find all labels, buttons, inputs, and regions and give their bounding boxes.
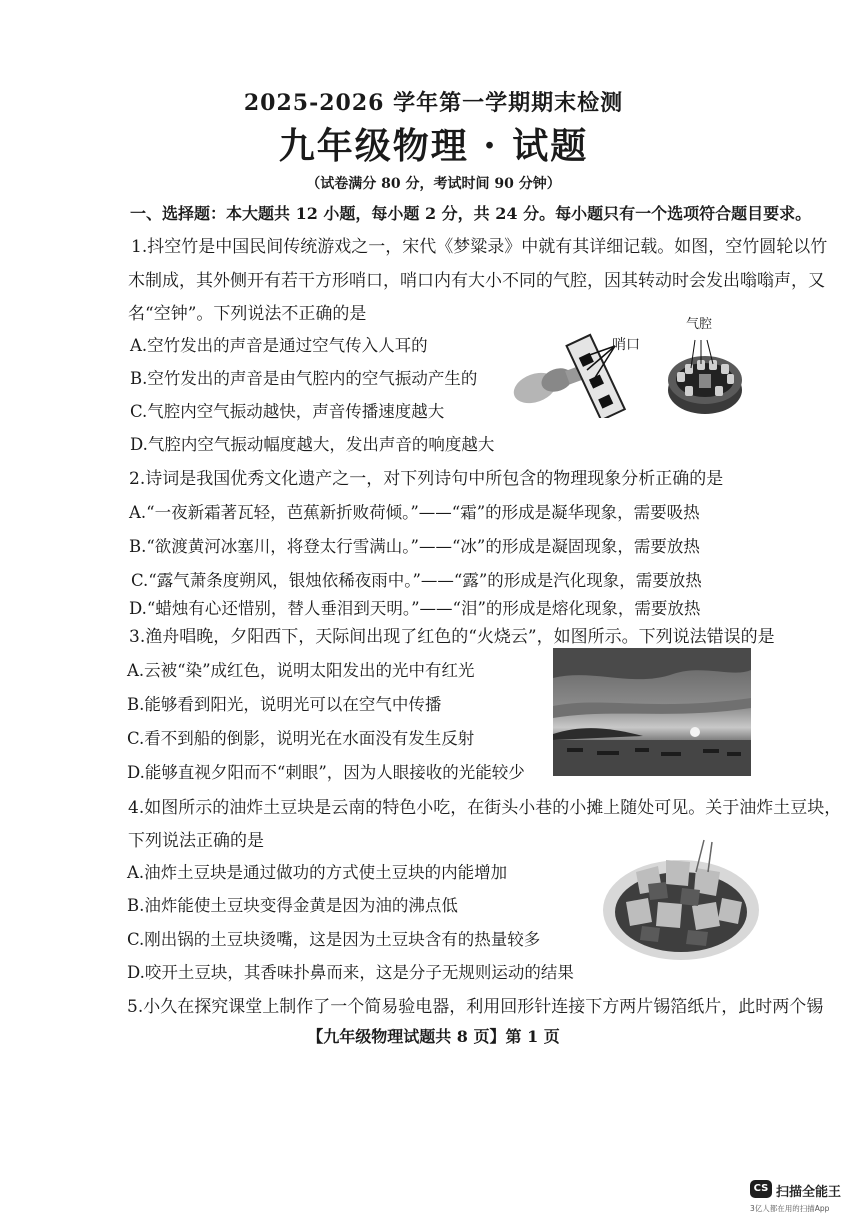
q1-option-b: B.空竹发出的声音是由气腔内的空气振动产生的 — [130, 369, 478, 388]
qiqiang-label: 气腔 — [686, 317, 713, 332]
fried-potato-photo — [596, 832, 766, 964]
scanner-logo-icon: CS — [750, 1180, 772, 1198]
q2-option-a: A.“一夜新霜著瓦轻，芭蕉新折败荷倾。”——“霜”的形成是凝华现象，需要吸热 — [129, 503, 700, 522]
q4-option-c: C.刚出锅的土豆块烫嘴，这是因为土豆块含有的热量较多 — [127, 930, 541, 949]
exam-year-heading: 2025-2026 学年第一学期期末检测 — [243, 90, 624, 116]
q4-option-b: B.油炸能使土豆块变得金黄是因为油的沸点低 — [127, 896, 458, 915]
page-footer: 【九年级物理试题共 8 页】第 1 页 — [307, 1027, 560, 1046]
q4-stem-line-1: 4.如图所示的油炸土豆块是云南的特色小吃，在街头小巷的小摊上随处可见。关于油炸土豆块， — [128, 798, 842, 818]
q2-option-b: B.“欲渡黄河冰塞川，将登太行雪满山。”——“冰”的形成是凝固现象，需要放热 — [129, 537, 700, 556]
q1-option-c: C.气腔内空气振动越快，声音传播速度越大 — [130, 402, 445, 421]
q2-option-c: C.“露气萧条度朔风，银烛依稀夜雨中。”——“露”的形成是汽化现象，需要放热 — [131, 571, 702, 590]
q2-stem: 2.诗词是我国优秀文化遗产之一，对下列诗句中所包含的物理现象分析正确的是 — [129, 469, 724, 489]
q3-option-a: A.云被“染”成红色，说明太阳发出的光中有红光 — [127, 661, 475, 680]
q1-option-d: D.气腔内空气振动幅度越大，发出声音的响度越大 — [130, 435, 495, 454]
q3-option-c: C.看不到船的倒影，说明光在水面没有发生反射 — [127, 729, 475, 748]
scanner-tagline: 3亿人都在用的扫描App — [750, 1204, 830, 1213]
q4-option-d: D.咬开土豆块，其香味扑鼻而来，这是分子无规则运动的结果 — [127, 963, 574, 982]
diabolo-figure — [505, 318, 655, 418]
section-heading: 一、选择题：本大题共 12 小题，每小题 2 分，共 24 分。每小题只有一个选项符合题目要求。 — [130, 204, 812, 223]
q1-stem-line-3: 名“空钟”。下列说法不正确的是 — [128, 304, 367, 324]
q1-stem-line-2: 木制成，其外侧开有若干方形哨口，哨口内有大小不同的气腔，因其转动时会发出嗡嗡声，又 — [128, 271, 825, 291]
exam-title: 九年级物理 · 试题 — [278, 125, 589, 167]
sunset-photo — [553, 648, 751, 776]
q5-stem: 5.小久在探究课堂上制作了一个简易验电器，利用回形针连接下方两片锡箔纸片，此时两个锡 — [127, 997, 824, 1017]
q1-option-a: A.空竹发出的声音是通过空气传入人耳的 — [130, 336, 428, 355]
scanner-name: 扫描全能王 — [776, 1185, 842, 1200]
q3-stem: 3.渔舟唱晚，夕阳西下，天际间出现了红色的“火烧云”，如图所示。下列说法错误的是 — [129, 627, 775, 647]
exam-info: （试卷满分 80 分，考试时间 90 分钟） — [306, 176, 561, 192]
q3-option-d: D.能够直视夕阳而不“刺眼”，因为人眼接收的光能较少 — [127, 763, 525, 782]
shaokou-label: 哨口 — [612, 337, 640, 353]
air-chamber-figure — [665, 330, 745, 422]
q4-stem-line-2: 下列说法正确的是 — [128, 831, 264, 851]
q2-option-d: D.“蜡烛有心还惜别，替人垂泪到天明。”——“泪”的形成是熔化现象，需要放热 — [129, 599, 701, 618]
q3-option-b: B.能够看到阳光，说明光可以在空气中传播 — [127, 695, 442, 714]
q1-stem-line-1: 1.抖空竹是中国民间传统游戏之一，宋代《梦粱录》中就有其详细记载。如图，空竹圆轮以竹 — [131, 237, 828, 257]
q4-option-a: A.油炸土豆块是通过做功的方式使土豆块的内能增加 — [127, 863, 508, 882]
